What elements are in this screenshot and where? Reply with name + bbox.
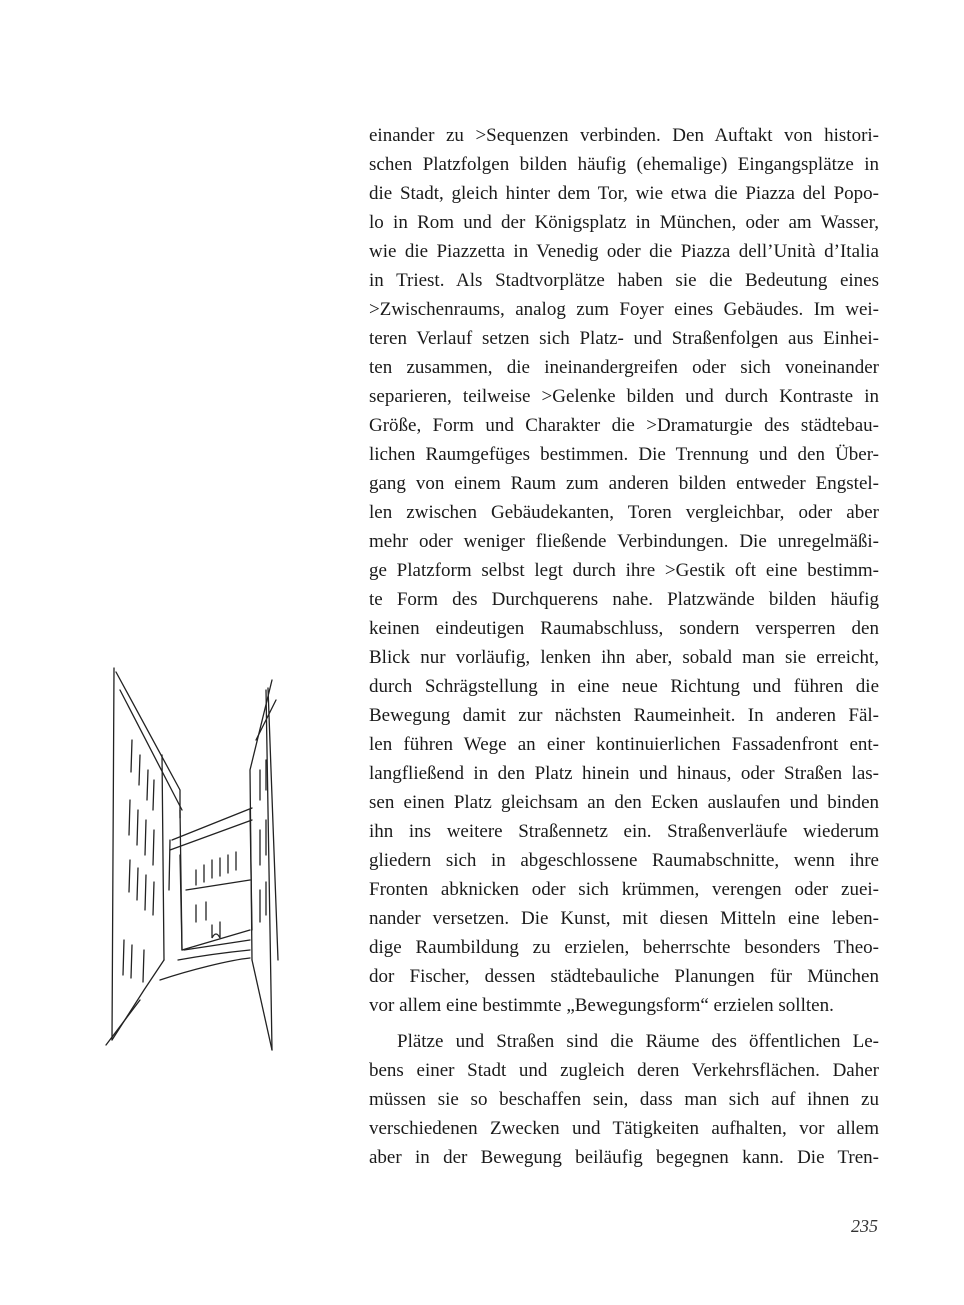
text-line: einander zu >Sequenzen verbinden. Den Auftakt von histori- <box>369 125 879 146</box>
paragraph-2 <box>369 1027 879 1172</box>
text-line: len zwischen Gebäudekanten, Toren vergleichbar, oder aber <box>369 502 879 523</box>
page-number: 235 <box>851 1216 878 1236</box>
text-line: gliedern sich in abgeschlossene Raumabschnitte, wenn ihre <box>369 850 879 871</box>
text-line: ihn ins weitere Straßennetz ein. Straßenverläufe wiederum <box>369 821 879 842</box>
paragraph-1 <box>369 121 879 1020</box>
text-line: dige Raumbildung zu erzielen, beherrschte besonders Theo- <box>369 937 879 958</box>
text-line: schen Platzfolgen bilden häufig (ehemalige) Eingangsplätze in <box>369 154 879 175</box>
text-line: sen einen Platz gleichsam an den Ecken auslaufen und binden <box>369 792 879 813</box>
text-line: Fronten abknicken oder sich krümmen, verengen oder zuei- <box>369 879 879 900</box>
text-line: >Zwischenraums, analog zum Foyer eines Gebäudes. Im wei- <box>369 299 879 320</box>
text-line: Bewegung damit zur nächsten Raumeinheit. In anderen Fäl- <box>369 705 879 726</box>
text-line: müssen sie so beschaffen sein, dass man sich auf ihnen zu <box>369 1089 879 1110</box>
text-line: te Form des Durchquerens nahe. Platzwände bilden häufig <box>369 589 879 610</box>
text-line: Plätze und Straßen sind die Räume des öffentlichen Le- <box>397 1031 879 1052</box>
text-line: wie die Piazzetta in Venedig oder die Piazza dell’Unità d’Italia <box>369 241 879 262</box>
text-line: verschiedenen Zwecken und Tätigkeiten aufhalten, vor allem <box>369 1118 879 1139</box>
street-sketch-illustration <box>100 660 280 1055</box>
text-line: bens einer Stadt und zugleich deren Verkehrsflächen. Daher <box>369 1060 879 1081</box>
text-line: nander versetzen. Die Kunst, mit diesen Mitteln eine leben- <box>369 908 879 929</box>
text-line: die Stadt, gleich hinter dem Tor, wie etwa die Piazza del Popo- <box>369 183 879 204</box>
text-line: Größe, Form und Charakter die >Dramaturgie des städtebau- <box>369 415 879 436</box>
text-line: Blick nur vorläufig, lenken ihn aber, sobald man sie erreicht, <box>369 647 879 668</box>
text-line: lo in Rom und der Königsplatz in München, oder am Wasser, <box>369 212 879 233</box>
text-line: langfließend in den Platz hinein und hinaus, oder Straßen las- <box>369 763 879 784</box>
text-line: teren Verlauf setzen sich Platz- und Straßenfolgen aus Einhei- <box>369 328 879 349</box>
text-line: len führen Wege an einer kontinuierlichen Fassadenfront ent- <box>369 734 879 755</box>
text-line: durch Schrägstellung in eine neue Richtung und führen die <box>369 676 879 697</box>
text-line: vor allem eine bestimmte „Bewegungsform“ erzielen sollten. <box>369 995 834 1016</box>
text-line: dor Fischer, dessen städtebauliche Planungen für München <box>369 966 879 987</box>
text-line: ge Platzform selbst legt durch ihre >Gestik oft eine bestimm- <box>369 560 879 581</box>
text-line: lichen Raumgefüges bestimmen. Die Trennung und den Über- <box>369 444 879 465</box>
text-line: gang von einem Raum zum anderen bilden entweder Engstel- <box>369 473 879 494</box>
text-line: ten zusammen, die ineinandergreifen oder sich voneinander <box>369 357 879 378</box>
text-line: mehr oder weniger fließende Verbindungen. Die unregelmäßi- <box>369 531 879 552</box>
text-line: aber in der Bewegung beiläufig begegnen kann. Die Tren- <box>369 1147 879 1168</box>
text-line: in Triest. Als Stadtvorplätze haben sie die Bedeutung eines <box>369 270 879 291</box>
text-line: separieren, teilweise >Gelenke bilden und durch Kontraste in <box>369 386 879 407</box>
body-text <box>369 121 879 1172</box>
text-line: keinen eindeutigen Raumabschluss, sondern versperren den <box>369 618 879 639</box>
